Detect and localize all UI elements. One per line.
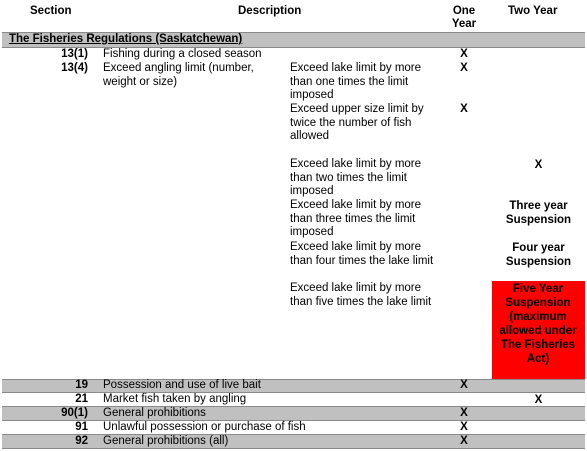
divider (2, 47, 585, 48)
row-description: General prohibitions (103, 407, 206, 419)
header-section: Section (30, 5, 72, 17)
section-number: 13(4) (61, 62, 88, 74)
suspension-three-year: Three year Suspension (505, 200, 572, 226)
section-number: 21 (75, 393, 88, 405)
shaded-row (2, 407, 585, 420)
header-description: Description (238, 5, 302, 17)
section-number: 91 (75, 421, 88, 433)
sub-description: Exceed lake limit by more than three times the limit imposed (290, 199, 422, 238)
divider (2, 448, 585, 449)
row-description: Possession and use of live bait (103, 379, 261, 391)
sub-description: Exceed lake limit by more than two times the limit imposed (290, 158, 422, 197)
section-number: 90(1) (61, 407, 88, 419)
one-year-mark: X (460, 62, 468, 74)
section-number: 13(1) (61, 48, 88, 60)
sub-description: Exceed lake limit by more than one times the limit imposed (290, 62, 422, 101)
two-year-mark: X (534, 394, 543, 406)
suspension-four-year: Four year Suspension (505, 242, 572, 268)
one-year-mark: X (460, 421, 468, 433)
section-number: 19 (75, 379, 88, 391)
section-number: 92 (75, 435, 88, 447)
one-year-mark: X (460, 48, 468, 60)
one-year-mark: X (460, 379, 468, 391)
one-year-mark: X (460, 407, 468, 419)
shaded-row (2, 435, 585, 448)
divider (2, 379, 585, 380)
two-year-mark: X (534, 159, 543, 171)
row-description: Market fish taken by angling (103, 393, 247, 405)
sub-description: Exceed lake limit by more than four times the lake limit (290, 241, 434, 267)
sub-description: Exceed lake limit by more than five times the lake limit (290, 282, 432, 308)
suspension-five-year: Five Year Suspension (maximum allowed under The Fisheries Act) (499, 283, 577, 365)
header-two-year: Two Year (508, 5, 558, 17)
row-description: Exceed angling limit (number, weight or size) (103, 62, 254, 88)
one-year-mark: X (460, 435, 468, 447)
sub-description: Exceed upper size limit by twice the number of fish allowed (290, 103, 424, 142)
shaded-row (2, 379, 585, 392)
header-one-year: One Year (451, 5, 477, 30)
row-description: Fishing during a closed season (103, 48, 262, 60)
regulation-title: The Fisheries Regulations (Saskatchewan) (9, 33, 243, 45)
one-year-mark: X (460, 103, 468, 115)
row-description: Unlawful possession or purchase of fish (103, 421, 306, 433)
row-description: General prohibitions (all) (103, 435, 229, 447)
